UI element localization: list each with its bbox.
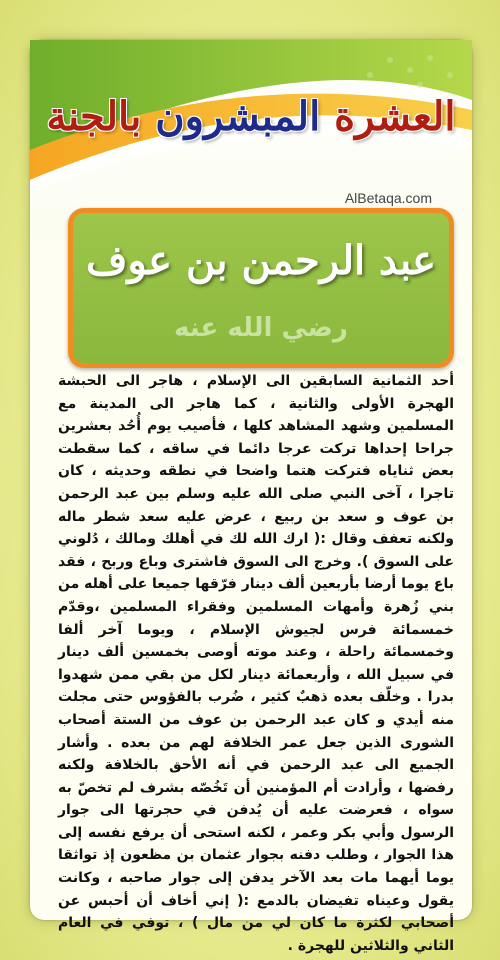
title-word-1: العشرة	[334, 93, 456, 140]
site-label: AlBetaqa.com	[344, 190, 432, 206]
title-word-2: المبشرون	[155, 93, 321, 140]
title-word-3: بالجنة	[46, 93, 142, 140]
main-title	[30, 92, 472, 142]
companion-name: عبد الرحمن بن عوف	[86, 237, 436, 284]
info-card	[30, 40, 472, 954]
honorific: رضي الله عنه	[174, 313, 348, 343]
biography-text: أحد الثمانية السابقين الى الإسلام ، هاجر الى الحبشة الهجرة الأولى والثانية ، كما هاجر الى المدينة مع المسلمين وشهد المشاهد كلها ، فأصيب يوم أُحُد بعشرين جراحا إحداها تركت عرجا دائما في ساقه ، كما سقطت بعض ثناياه فتركت هتما واضحا في نطقه وحديثه ، كان تاجرا ، آخى النبي صلى الله عليه وسلم بين عبد الرحمن بن عوف و سعد بن ربيع ، عرض عليه سعد شطر ماله ولكنه تعفف وقال :( ارك الله لك في أهلك ومالك ، دُلوني على السوق ). وخرج الى السوق فاشترى وباع وربح ، فقد باع يوما أرضا بأربعين ألف دينار فرّقها جميعا على أهله من بني زُهرة وأمهات المسلمين وفقراء المسلمين ،وقدّم خمسمائة فرس لجيوش الإسلام ، ويوما آخر ألفا وخمسمائة راحلة ، وعند موته أوصى بخمسين ألف دينار في سبيل الله ، وأربعمائة دينار لكل من بقي ممن شهدوا بدرا . وخلّف بعده ذهبٌ كثير ، ضُرب بالفؤوس حتى مجلت منه أيدي و كان عبد الرحمن بن عوف من الستة أصحاب الشورى الذين جعل عمر الخلافة لهم من بعده . وأشار الجميع الى عبد الرحمن في أنه الأحق بالخلافة ولكنه رفضها ، وأرادت أم المؤمنين أن تَخُصّه بشرف لم تخصّ به سواه ، فعرضت عليه أن يُدفن في حجرتها الى جوار الرسول وأبي بكر وعمر ، لكنه استحى أن يرفع نفسه إلى هذا الجوار ، وطلب دفنه بجوار عثمان بن مظعون إذ تواثقا يوما أيهما مات بعد الآخر يدفن إلى جوار صاحبه ، وكانت يقول وعيناه تفيضان بالدمع :( إني أخاف أن أحبس عن أصحابي لكثرة ما كان لي من مال ) ، توفي في العام الثاني والثلاثين للهجرة .	[58, 373, 454, 954]
name-box	[68, 208, 454, 368]
